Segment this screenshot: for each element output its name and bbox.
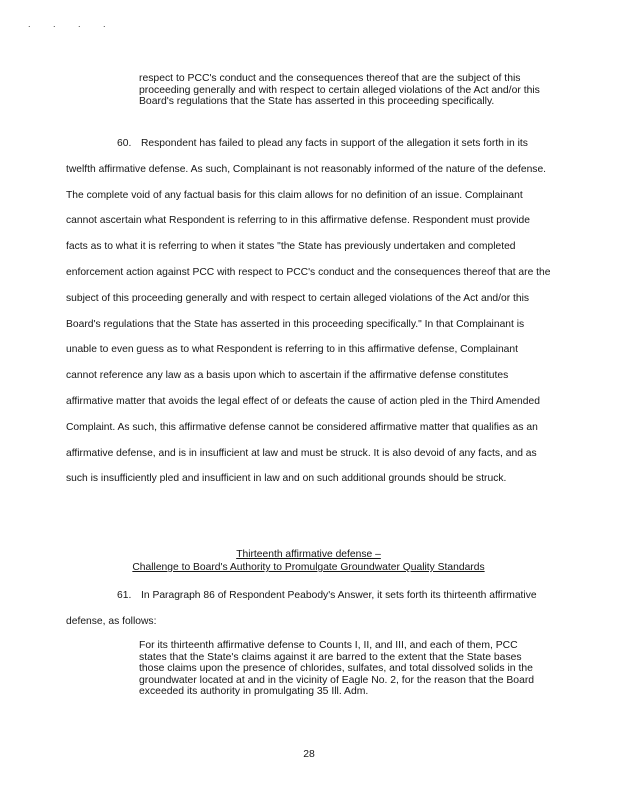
paragraph-61 bbox=[66, 583, 551, 635]
section-heading bbox=[66, 548, 551, 574]
block-quote-bottom: For its thirteenth affirmative defense to Counts I, II, and III, and each of them, PCC states that the State's claims against it are barred to the extent that the State bases those claims upon the presence of chlorides, sulfates, and total dissolved solids in the groundwater located at and in the vicinity of Eagle No. 2, for the reason that the Board exceeded its authority in promulgating 35 Ill. Adm. bbox=[139, 640, 535, 698]
page-number: 28 bbox=[303, 749, 315, 760]
block-quote-top: respect to PCC's conduct and the consequences thereof that are the subject of this proceeding generally and with respect to certain alleged violations of the Act and/or this Board's regulations that the State has asserted in this proceeding specifically. bbox=[139, 73, 540, 108]
paragraph-text: In Paragraph 86 of Respondent Peabody's Answer, it sets forth its thirteenth affirmative defense, as follows: bbox=[66, 590, 537, 627]
heading-line-2: Challenge to Board's Authority to Promulgate Groundwater Quality Standards bbox=[132, 562, 485, 573]
heading-line-1: Thirteenth affirmative defense – bbox=[236, 549, 381, 560]
corner-marks: . . . . bbox=[28, 19, 116, 29]
paragraph-number: 60. bbox=[117, 138, 132, 149]
paragraph-number: 61. bbox=[117, 590, 132, 601]
paragraph-60 bbox=[66, 131, 551, 492]
paragraph-text: Respondent has failed to plead any facts in support of the allegation it sets forth in its twelfth affirmative defense. As such, Complainant is not reasonably informed of the nature of the defense. The complete void of any factual basis for this claim allows for no definition of an issue. Complainant cannot ascertain what Respondent is referring to in this affirmative defense. Respondent must provide facts as to what it is referring to when it states "the State has previously undertaken and completed enforcement action against PCC with respect to PCC's conduct and the consequences thereof that are the subject of this proceeding generally and with respect to certain alleged violations of the Act and/or this Board's regulations that the State has asserted in this proceeding specifically." In that Complainant is unable to even guess as to what Respondent is referring to in this affirmative defense, Complainant cannot reference any law as a basis upon which to ascertain if the affirmative defense constitutes affirmative matter that avoids the legal effect of or defeats the cause of action pled in the Third Amended Complaint. As such, this affirmative defense cannot be considered affirmative matter that qualifies as an affirmative defense, and is in insufficient at law and must be struck. It is also devoid of any facts, and as such is insufficiently pled and insufficient in law and on such additional grounds should be struck. bbox=[66, 138, 551, 485]
